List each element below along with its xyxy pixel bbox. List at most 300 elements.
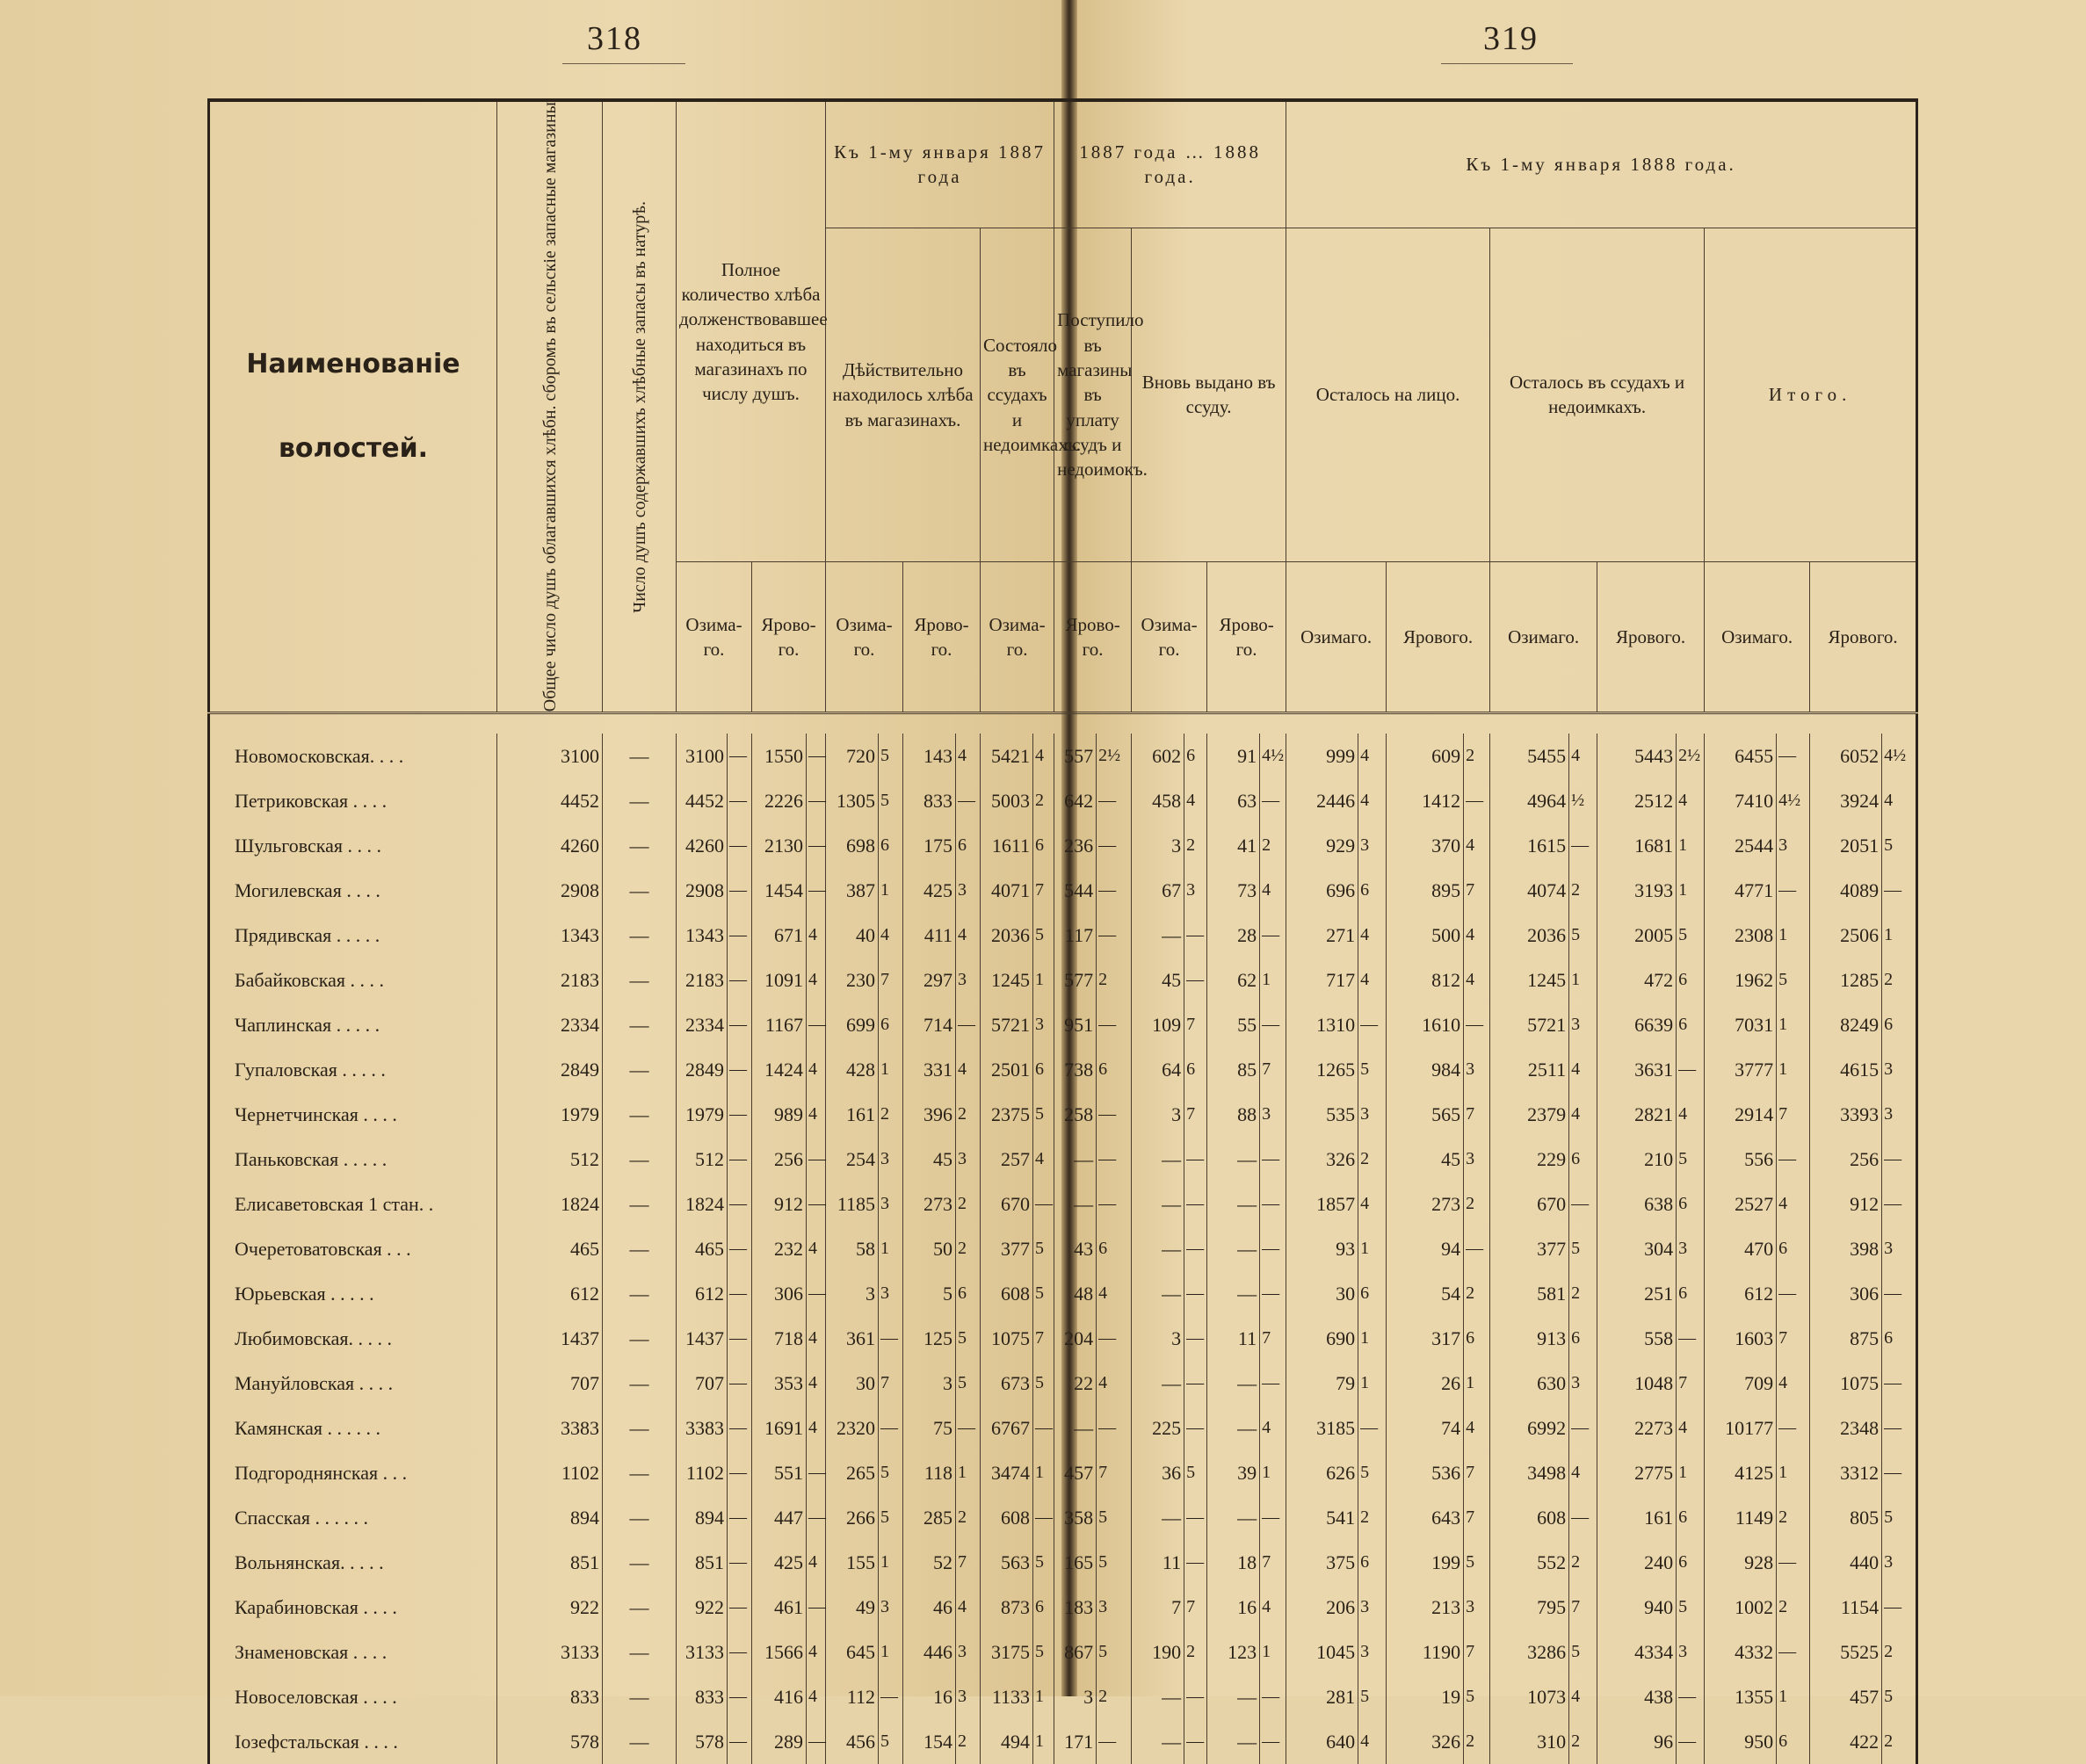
table-cell: 1102 xyxy=(677,1450,728,1495)
table-cell: 1603 xyxy=(1705,1316,1777,1361)
table-cell: 2320 xyxy=(826,1406,879,1450)
table-cell-fraction: 5 xyxy=(879,778,903,823)
table-cell: 118 xyxy=(903,1450,956,1495)
table-cell: 446 xyxy=(903,1630,956,1674)
table-cell: 2348 xyxy=(1810,1406,1882,1450)
table-cell-fraction: — xyxy=(1033,1495,1054,1540)
table-cell: 989 xyxy=(752,1092,807,1137)
table-cell-fraction: 7 xyxy=(1464,1450,1490,1495)
table-cell: 257 xyxy=(981,1137,1033,1182)
table-cell-fraction: — xyxy=(879,1316,903,1361)
table-cell-fraction: — xyxy=(1260,1137,1286,1182)
table-cell-fraction: — xyxy=(807,1585,826,1630)
table-cell-fraction: 4 xyxy=(1777,1361,1810,1406)
table-cell: 213 xyxy=(1387,1585,1464,1630)
table-cell: — xyxy=(603,823,677,868)
table-cell-fraction: 4 xyxy=(956,1047,981,1092)
table-cell: 3133 xyxy=(497,1630,603,1674)
table-cell: 1610 xyxy=(1387,1002,1464,1047)
table-cell: 440 xyxy=(1810,1540,1882,1585)
table-cell: — xyxy=(1207,1182,1260,1226)
table-cell-fraction: 5 xyxy=(1033,913,1054,958)
table-cell-fraction: — xyxy=(728,1495,752,1540)
table-cell-fraction: — xyxy=(807,734,826,778)
table-cell-fraction: 4 xyxy=(807,1406,826,1450)
table-cell-fraction: 1 xyxy=(1033,1719,1054,1764)
table-cell: 45 xyxy=(1387,1137,1464,1182)
table-cell-fraction: 4 xyxy=(1569,1047,1597,1092)
table-cell-fraction: — xyxy=(728,1226,752,1271)
table-cell: — xyxy=(1207,1406,1260,1450)
volost-name-cell: Петриковская . . . . xyxy=(209,778,497,823)
table-cell-fraction: 4½ xyxy=(1882,734,1917,778)
table-row xyxy=(209,778,1917,823)
table-cell-fraction: ½ xyxy=(1569,778,1597,823)
table-cell-fraction: — xyxy=(1184,1182,1207,1226)
subheader-winter: Озимаго. xyxy=(1705,562,1810,713)
table-cell: 3383 xyxy=(677,1406,728,1450)
table-cell: 1245 xyxy=(1490,958,1569,1002)
table-cell-fraction: — xyxy=(807,1002,826,1047)
table-cell-fraction: 5 xyxy=(1097,1630,1132,1674)
table-cell-fraction: 2 xyxy=(1097,958,1132,1002)
table-cell: 1437 xyxy=(677,1316,728,1361)
table-cell: 230 xyxy=(826,958,879,1002)
volost-name-cell: Елисаветовская 1 стан. . xyxy=(209,1182,497,1226)
subheader-spring: Ярового. xyxy=(1387,562,1490,713)
table-cell-fraction: 2½ xyxy=(1097,734,1132,778)
table-cell: 1412 xyxy=(1387,778,1464,823)
table-cell-fraction: 3 xyxy=(1677,1226,1705,1271)
table-cell: 4334 xyxy=(1597,1630,1677,1674)
table-cell-fraction: — xyxy=(807,1450,826,1495)
table-cell: — xyxy=(603,1271,677,1316)
table-cell-fraction: — xyxy=(728,734,752,778)
table-cell-fraction: — xyxy=(807,1719,826,1764)
table-cell-fraction: 2 xyxy=(1097,1674,1132,1719)
table-cell-fraction: 4 xyxy=(1260,1406,1286,1450)
table-cell: 645 xyxy=(826,1630,879,1674)
header-remaining-on-hand: Осталось на лицо. xyxy=(1286,228,1490,562)
table-cell-fraction: 3 xyxy=(1358,823,1387,868)
table-cell-fraction: 7 xyxy=(1677,1361,1705,1406)
table-cell-fraction: 2 xyxy=(1184,823,1207,868)
table-cell-fraction: — xyxy=(1097,1406,1132,1450)
table-cell-fraction: — xyxy=(728,1361,752,1406)
table-cell: 1310 xyxy=(1286,1002,1358,1047)
table-cell: 3777 xyxy=(1705,1047,1777,1092)
table-cell-fraction: 4 xyxy=(1260,868,1286,913)
table-cell: — xyxy=(603,1406,677,1450)
table-cell-fraction: 1 xyxy=(1777,1450,1810,1495)
table-cell-fraction: 2 xyxy=(1882,1630,1917,1674)
table-cell-fraction: 7 xyxy=(1184,1002,1207,1047)
table-cell: 1305 xyxy=(826,778,879,823)
table-cell: 612 xyxy=(677,1271,728,1316)
table-cell-fraction: 6 xyxy=(1882,1002,1917,1047)
table-cell: — xyxy=(1207,1271,1260,1316)
table-cell: 578 xyxy=(497,1719,603,1764)
table-cell-fraction: 4½ xyxy=(1777,778,1810,823)
table-cell-fraction: — xyxy=(956,1002,981,1047)
table-cell-fraction: 1 xyxy=(1033,1450,1054,1495)
table-cell: 608 xyxy=(981,1495,1033,1540)
table-cell-fraction: 4 xyxy=(1358,1719,1387,1764)
table-cell-fraction: 6 xyxy=(1882,1316,1917,1361)
table-cell: 4125 xyxy=(1705,1450,1777,1495)
table-cell: 204 xyxy=(1054,1316,1097,1361)
table-cell: 4260 xyxy=(497,823,603,868)
table-cell: 999 xyxy=(1286,734,1358,778)
volost-name-cell: Карабиновская . . . . xyxy=(209,1585,497,1630)
table-cell-fraction: 4 xyxy=(1569,1092,1597,1137)
table-cell: 229 xyxy=(1490,1137,1569,1182)
table-cell: 578 xyxy=(677,1719,728,1764)
table-cell: 7031 xyxy=(1705,1002,1777,1047)
table-cell: 696 xyxy=(1286,868,1358,913)
table-cell-fraction: — xyxy=(1569,1406,1597,1450)
table-cell-fraction: — xyxy=(728,913,752,958)
table-cell-fraction: 5 xyxy=(1033,1630,1054,1674)
table-cell: 512 xyxy=(677,1137,728,1182)
table-cell: — xyxy=(603,734,677,778)
table-cell-fraction: — xyxy=(728,868,752,913)
table-cell-fraction: — xyxy=(1677,1674,1705,1719)
table-cell: 699 xyxy=(826,1002,879,1047)
table-cell-fraction: — xyxy=(1097,1182,1132,1226)
table-cell-fraction: — xyxy=(807,1495,826,1540)
table-cell-fraction: 6 xyxy=(1033,823,1054,868)
table-cell: 109 xyxy=(1132,1002,1184,1047)
volost-name-cell: Могилевская . . . . xyxy=(209,868,497,913)
table-cell: — xyxy=(603,1361,677,1406)
table-cell: 1167 xyxy=(752,1002,807,1047)
subheader-winter: Озимаго. xyxy=(1490,562,1597,713)
table-cell: 232 xyxy=(752,1226,807,1271)
table-cell-fraction: 5 xyxy=(956,1361,981,1406)
table-cell: 707 xyxy=(497,1361,603,1406)
table-cell-fraction: 5 xyxy=(879,1495,903,1540)
table-cell-fraction: 3 xyxy=(956,868,981,913)
table-cell: 612 xyxy=(1705,1271,1777,1316)
table-cell-fraction: 3 xyxy=(879,1137,903,1182)
table-cell: 461 xyxy=(752,1585,807,1630)
table-cell-fraction: 5 xyxy=(1677,913,1705,958)
table-cell-fraction: 4 xyxy=(1464,913,1490,958)
table-cell: 851 xyxy=(677,1540,728,1585)
table-cell: 6455 xyxy=(1705,734,1777,778)
table-cell-fraction: 5 xyxy=(1033,1226,1054,1271)
table-cell: 266 xyxy=(826,1495,879,1540)
table-cell-fraction: 2 xyxy=(1464,734,1490,778)
table-cell: 117 xyxy=(1054,913,1097,958)
table-cell-fraction: — xyxy=(1184,1137,1207,1182)
table-cell: 456 xyxy=(826,1719,879,1764)
table-cell: 93 xyxy=(1286,1226,1358,1271)
table-cell: — xyxy=(603,1316,677,1361)
table-cell: 289 xyxy=(752,1719,807,1764)
table-cell: 2273 xyxy=(1597,1406,1677,1450)
table-cell-fraction: 2½ xyxy=(1677,734,1705,778)
table-cell-fraction: — xyxy=(728,1316,752,1361)
table-cell-fraction: 5 xyxy=(1569,1630,1597,1674)
table-cell: 609 xyxy=(1387,734,1464,778)
header-paid-in: Поступило въ магазины въ уплату ссудъ и недоимокъ. xyxy=(1054,228,1132,562)
table-cell-fraction: — xyxy=(1184,1540,1207,1585)
table-cell: 5 xyxy=(903,1271,956,1316)
table-cell-fraction: 6 xyxy=(1677,1540,1705,1585)
table-cell: 3924 xyxy=(1810,778,1882,823)
table-cell-fraction: 6 xyxy=(1569,1316,1597,1361)
table-cell-fraction: — xyxy=(1260,913,1286,958)
table-cell: 273 xyxy=(903,1182,956,1226)
table-cell: 552 xyxy=(1490,1540,1569,1585)
table-row xyxy=(209,1271,1917,1316)
table-cell-fraction: 4 xyxy=(1464,1406,1490,1450)
table-cell: 271 xyxy=(1286,913,1358,958)
table-cell-fraction: 4 xyxy=(1464,823,1490,868)
table-cell-fraction: 7 xyxy=(1464,868,1490,913)
table-cell: 1691 xyxy=(752,1406,807,1450)
header-actual-in-stores: Дѣйствительно находилось хлѣба въ магазинахъ. xyxy=(826,228,981,562)
table-cell-fraction: 7 xyxy=(879,1361,903,1406)
table-cell: — xyxy=(1132,1137,1184,1182)
table-cell-fraction: 6 xyxy=(1033,1585,1054,1630)
table-cell: 161 xyxy=(826,1092,879,1137)
table-cell: 79 xyxy=(1286,1361,1358,1406)
table-cell: 11 xyxy=(1132,1540,1184,1585)
table-cell: 928 xyxy=(1705,1540,1777,1585)
table-row xyxy=(209,1719,1917,1764)
volost-name-cell: Бабайковская . . . . xyxy=(209,958,497,1002)
table-cell-fraction: 2 xyxy=(1464,1271,1490,1316)
table-cell: 317 xyxy=(1387,1316,1464,1361)
table-cell: 396 xyxy=(903,1092,956,1137)
table-cell-fraction: — xyxy=(1260,778,1286,823)
table-cell: — xyxy=(1054,1137,1097,1182)
table-cell: 929 xyxy=(1286,823,1358,868)
table-cell-fraction: — xyxy=(1569,1495,1597,1540)
table-cell: 58 xyxy=(826,1226,879,1271)
table-row xyxy=(209,1092,1917,1137)
table-cell-fraction: 4 xyxy=(956,913,981,958)
table-cell: 1073 xyxy=(1490,1674,1569,1719)
table-cell: 358 xyxy=(1054,1495,1097,1540)
table-cell: 85 xyxy=(1207,1047,1260,1092)
table-cell: 171 xyxy=(1054,1719,1097,1764)
table-cell: 717 xyxy=(1286,958,1358,1002)
table-row xyxy=(209,1047,1917,1092)
table-cell-fraction: 4 xyxy=(807,958,826,1002)
table-cell-fraction: — xyxy=(1777,1137,1810,1182)
table-cell: 544 xyxy=(1054,868,1097,913)
table-cell: 3 xyxy=(903,1361,956,1406)
table-cell-fraction: 6 xyxy=(1464,1316,1490,1361)
table-cell-fraction: 5 xyxy=(1358,1450,1387,1495)
table-cell: 1824 xyxy=(677,1182,728,1226)
table-cell: 4615 xyxy=(1810,1047,1882,1092)
table-cell-fraction: — xyxy=(1260,1271,1286,1316)
table-cell: 16 xyxy=(1207,1585,1260,1630)
table-cell: 1979 xyxy=(497,1092,603,1137)
table-cell: 161 xyxy=(1597,1495,1677,1540)
table-cell: 1681 xyxy=(1597,823,1677,868)
table-cell: 49 xyxy=(826,1585,879,1630)
table-cell: — xyxy=(1207,1361,1260,1406)
table-cell-fraction: 7 xyxy=(879,958,903,1002)
table-cell: — xyxy=(603,778,677,823)
table-row xyxy=(209,1674,1917,1719)
table-cell: 96 xyxy=(1597,1719,1677,1764)
table-cell: 7410 xyxy=(1705,778,1777,823)
table-cell: 720 xyxy=(826,734,879,778)
table-cell-fraction: 3 xyxy=(956,1674,981,1719)
table-cell-fraction: 2 xyxy=(956,1182,981,1226)
volost-name-cell: Новоселовская . . . . xyxy=(209,1674,497,1719)
table-cell-fraction: 7 xyxy=(1777,1316,1810,1361)
table-cell-fraction: — xyxy=(1777,1630,1810,1674)
table-cell-fraction: 3 xyxy=(956,958,981,1002)
subheader-winter: Озима-го. xyxy=(677,562,752,713)
table-cell-fraction: — xyxy=(728,1047,752,1092)
table-cell: 199 xyxy=(1387,1540,1464,1585)
table-cell: — xyxy=(1132,913,1184,958)
table-cell: 913 xyxy=(1490,1316,1569,1361)
table-cell-fraction: 3 xyxy=(1358,1585,1387,1630)
table-cell: 1133 xyxy=(981,1674,1033,1719)
table-cell: 577 xyxy=(1054,958,1097,1002)
table-cell: 690 xyxy=(1286,1316,1358,1361)
table-cell: 984 xyxy=(1387,1047,1464,1092)
table-cell: 2226 xyxy=(752,778,807,823)
table-cell: 738 xyxy=(1054,1047,1097,1092)
header-group-period: 1887 года … 1888 года. xyxy=(1054,100,1286,228)
table-cell-fraction: 5 xyxy=(1882,823,1917,868)
table-cell-fraction: 4 xyxy=(807,1092,826,1137)
table-cell-fraction: 3 xyxy=(1882,1226,1917,1271)
table-cell: 457 xyxy=(1054,1450,1097,1495)
table-cell: 3 xyxy=(1132,1092,1184,1137)
table-cell: 30 xyxy=(826,1361,879,1406)
table-cell-fraction: 4 xyxy=(807,1316,826,1361)
table-cell: 281 xyxy=(1286,1674,1358,1719)
table-cell-fraction: 4 xyxy=(1677,778,1705,823)
table-row xyxy=(209,1361,1917,1406)
table-cell: — xyxy=(1132,1182,1184,1226)
table-cell-fraction: 2 xyxy=(1882,958,1917,1002)
table-cell: 709 xyxy=(1705,1361,1777,1406)
table-cell: 457 xyxy=(1810,1674,1882,1719)
table-cell-fraction: 4 xyxy=(1677,1092,1705,1137)
table-cell-fraction: 1 xyxy=(879,868,903,913)
table-cell-fraction: 3 xyxy=(1184,868,1207,913)
table-row xyxy=(209,1630,1917,1674)
table-cell: — xyxy=(603,1585,677,1630)
table-cell: 1343 xyxy=(677,913,728,958)
table-cell: 2775 xyxy=(1597,1450,1677,1495)
table-cell: 626 xyxy=(1286,1450,1358,1495)
table-cell-fraction: 4 xyxy=(1358,734,1387,778)
table-cell-fraction: 5 xyxy=(1033,1092,1054,1137)
header-souls-total: Общее число душъ облагавшихся хлѣбн. сборомъ въ сельскіе запасные магазины xyxy=(497,100,603,713)
table-cell-fraction: 1 xyxy=(1358,1226,1387,1271)
table-cell-fraction: 4 xyxy=(1777,1182,1810,1226)
table-row xyxy=(209,868,1917,913)
table-cell: — xyxy=(1207,1137,1260,1182)
table-cell-fraction: 6 xyxy=(1184,1047,1207,1092)
table-cell-fraction: 1 xyxy=(1260,1630,1286,1674)
table-cell-fraction: 6 xyxy=(1097,1047,1132,1092)
table-cell: 2908 xyxy=(677,868,728,913)
table-cell-fraction: 1 xyxy=(1464,1361,1490,1406)
table-cell-fraction: 4 xyxy=(807,1540,826,1585)
table-cell: 3 xyxy=(1132,1316,1184,1361)
table-cell: 670 xyxy=(981,1182,1033,1226)
table-cell-fraction: — xyxy=(1464,778,1490,823)
table-cell-fraction: 6 xyxy=(1097,1226,1132,1271)
table-cell-fraction: 2 xyxy=(956,1495,981,1540)
table-cell-fraction: — xyxy=(728,1540,752,1585)
table-cell: 1615 xyxy=(1490,823,1569,868)
header-full-quantity: Полное количество хлѣба долженствовавшее находиться въ магазинахъ по числу душъ. xyxy=(677,100,826,562)
table-cell-fraction: 2 xyxy=(1569,1719,1597,1764)
table-cell: 2512 xyxy=(1597,778,1677,823)
table-cell: 812 xyxy=(1387,958,1464,1002)
table-cell: 416 xyxy=(752,1674,807,1719)
table-cell: 4964 xyxy=(1490,778,1569,823)
table-cell: 698 xyxy=(826,823,879,868)
table-cell-fraction: 7 xyxy=(1464,1495,1490,1540)
table-row xyxy=(209,1226,1917,1271)
table-cell: 1355 xyxy=(1705,1674,1777,1719)
table-cell: 398 xyxy=(1810,1226,1882,1271)
table-cell-fraction: 3 xyxy=(1882,1092,1917,1137)
table-cell: 612 xyxy=(497,1271,603,1316)
table-cell: — xyxy=(603,1719,677,1764)
table-cell-fraction: — xyxy=(1677,1719,1705,1764)
table-cell: 833 xyxy=(497,1674,603,1719)
table-cell-fraction: 6 xyxy=(1677,1182,1705,1226)
table-cell-fraction: 2 xyxy=(1569,868,1597,913)
table-cell-fraction: — xyxy=(1677,1047,1705,1092)
table-cell: 52 xyxy=(903,1540,956,1585)
table-cell-fraction: 4 xyxy=(1260,1585,1286,1630)
table-cell-fraction: 7 xyxy=(1184,1092,1207,1137)
table-cell-fraction: 2 xyxy=(1777,1495,1810,1540)
subheader-spring: Ярово-го. xyxy=(752,562,826,713)
table-row xyxy=(209,734,1917,778)
table-cell-fraction: 3 xyxy=(1777,823,1810,868)
table-cell: 1611 xyxy=(981,823,1033,868)
table-row xyxy=(209,1406,1917,1450)
table-cell: — xyxy=(1207,1226,1260,1271)
table-cell: 326 xyxy=(1286,1137,1358,1182)
table-cell-fraction: 7 xyxy=(1464,1092,1490,1137)
table-cell-fraction: — xyxy=(1260,1182,1286,1226)
table-cell: — xyxy=(1132,1719,1184,1764)
table-cell: 46 xyxy=(903,1585,956,1630)
table-cell-fraction: 3 xyxy=(1882,1540,1917,1585)
table-cell-fraction: — xyxy=(1882,1406,1917,1450)
table-cell: — xyxy=(1132,1226,1184,1271)
volost-name-cell: Знаменовская . . . . xyxy=(209,1630,497,1674)
table-cell: 5721 xyxy=(981,1002,1033,1047)
table-cell-fraction: — xyxy=(728,778,752,823)
table-cell-fraction: — xyxy=(1184,913,1207,958)
table-cell-fraction: 5 xyxy=(1882,1674,1917,1719)
subheader-winter: Озимаго. xyxy=(1286,562,1387,713)
volost-name-cell: Спасская . . . . . . xyxy=(209,1495,497,1540)
